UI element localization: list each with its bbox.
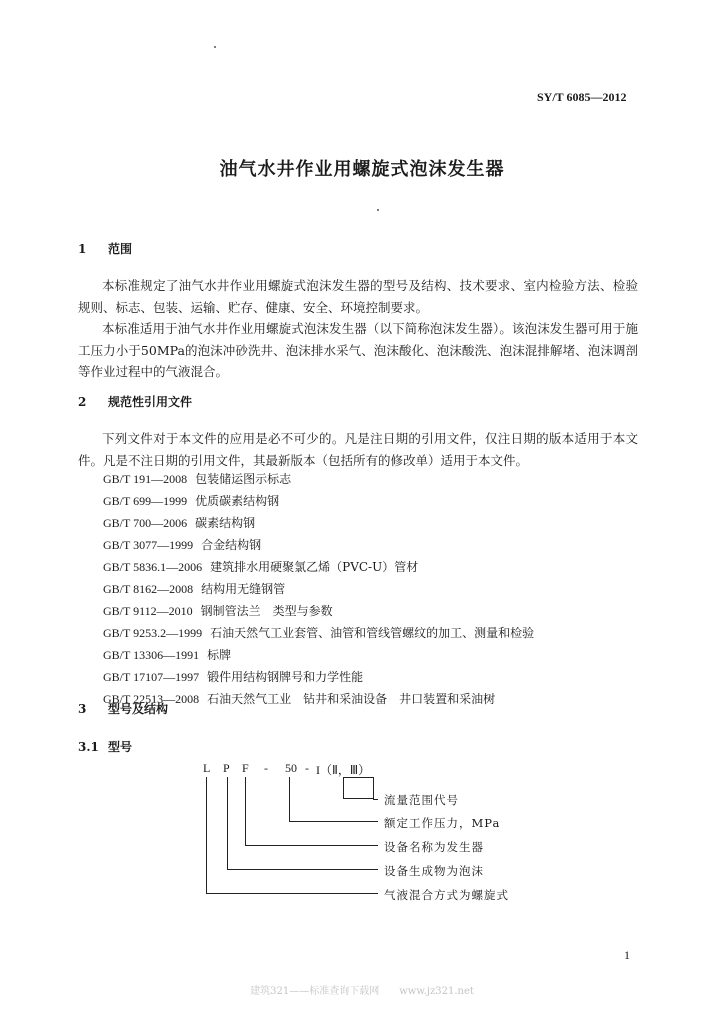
section-title: 规范性引用文件	[108, 395, 193, 409]
code-part-f: F	[242, 761, 249, 775]
reference-item	[103, 624, 534, 641]
reference-code: GB/T 17107—1997	[103, 670, 200, 684]
leader-line	[289, 777, 290, 821]
reference-name: 碳素结构钢	[195, 516, 256, 530]
code-label-flow-range: 流量范围代号	[384, 793, 459, 807]
reference-item	[103, 602, 333, 619]
leader-line	[245, 777, 246, 845]
bracket-line	[343, 798, 373, 799]
bracket-line	[343, 777, 374, 778]
reference-item	[103, 668, 363, 685]
reference-name: 锻件用结构钢牌号和力学性能	[207, 670, 364, 684]
reference-name: 钢制管法兰 类型与参数	[200, 604, 333, 618]
leader-line	[245, 845, 378, 846]
reference-name: 优质碳素结构钢	[195, 494, 280, 508]
leader-line	[206, 893, 378, 894]
code-part-p: P	[223, 761, 230, 775]
section-title: 型号及结构	[108, 702, 169, 716]
section-number: 3	[78, 702, 87, 716]
scan-speck	[377, 209, 379, 211]
section-1-heading	[78, 240, 132, 257]
code-label-foam: 设备生成物为泡沫	[384, 864, 484, 878]
standard-code: SY/T 6085—2012	[537, 90, 627, 104]
section-number: 1	[78, 242, 87, 256]
code-part-l: L	[203, 761, 211, 775]
document-title: 油气水井作业用螺旋式泡沫发生器	[219, 159, 505, 180]
reference-code: GB/T 699—1999	[103, 494, 188, 508]
section-title: 范围	[108, 242, 133, 256]
reference-code: GB/T 8162—2008	[103, 582, 194, 596]
reference-item	[103, 558, 418, 575]
reference-name: 标牌	[207, 648, 232, 662]
scan-speck	[214, 46, 216, 48]
code-part-dash: -	[264, 761, 268, 775]
reference-name: 结构用无缝钢管	[201, 582, 286, 596]
leader-line	[289, 821, 378, 822]
reference-code: GB/T 3077—1999	[103, 538, 194, 552]
reference-code: GB/T 13306—1991	[103, 648, 200, 662]
paragraph: 本标准适用于油气水井作业用螺旋式泡沫发生器（以下简称泡沫发生器）。该泡沫发生器可用于施工压力小于50MPa的泡沫冲砂洗井、泡沫排水采气、泡沫酸化、泡沫酸洗、泡沫混排解堵、泡沫调剖等作业过程中的气液混合。	[78, 321, 638, 379]
page-number: 1	[624, 948, 630, 962]
paragraph: 本标准规定了油气水井作业用螺旋式泡沫发生器的型号及结构、技术要求、室内检验方法、检验规则、标志、包装、运输、贮存、健康、安全、环境控制要求。	[78, 278, 638, 315]
code-part-dash: -	[305, 761, 309, 775]
bracket-line	[373, 777, 374, 799]
reference-code: GB/T 22513—2008	[103, 692, 200, 706]
leader-line	[227, 869, 378, 870]
reference-name: 合金结构钢	[201, 538, 262, 552]
reference-code: GB/T 9253.2—1999	[103, 626, 203, 640]
section-3-heading	[78, 700, 168, 717]
code-label-spiral: 气液混合方式为螺旋式	[384, 888, 509, 902]
reference-name: 石油天然气工业套管、油管和管线管螺纹的加工、测量和检验	[210, 626, 535, 640]
reference-name: 包装储运图示标志	[195, 472, 292, 486]
section-number: 2	[78, 395, 87, 409]
code-label-pressure: 额定工作压力，MPa	[384, 816, 501, 830]
section-1-body	[78, 275, 638, 383]
reference-name: 石油天然气工业 钻井和采油设备 井口装置和采油树	[207, 692, 496, 706]
section-title: 型号	[108, 740, 133, 754]
reference-item	[103, 470, 291, 487]
leader-line	[227, 777, 228, 869]
reference-item	[103, 492, 279, 509]
section-2-body	[78, 428, 638, 471]
reference-item	[103, 536, 261, 553]
reference-code: GB/T 5836.1—2006	[103, 560, 203, 574]
reference-item	[103, 514, 255, 531]
leader-line	[373, 799, 378, 800]
code-part-flow-range: I（Ⅱ，Ⅲ）	[316, 763, 371, 777]
bracket-line	[343, 777, 344, 799]
reference-code: GB/T 700—2006	[103, 516, 188, 530]
section-3-1-heading	[78, 738, 132, 755]
code-label-generator: 设备名称为发生器	[384, 840, 484, 854]
reference-item	[103, 580, 285, 597]
paragraph: 下列文件对于本文件的应用是必不可少的。凡是注日期的引用文件，仅注日期的版本适用于本文件。凡是不注日期的引用文件，其最新版本（包括所有的修改单）适用于本文件。	[78, 431, 638, 468]
section-number: 3.1	[78, 740, 99, 754]
reference-name: 建筑排水用硬聚氯乙烯（PVC-U）管材	[210, 560, 419, 574]
reference-code: GB/T 9112—2010	[103, 604, 193, 618]
reference-code: GB/T 191—2008	[103, 472, 188, 486]
leader-line	[206, 777, 207, 893]
reference-item	[103, 646, 231, 663]
watermark-footer: 建筑321——标准查询下载网 www.jz321.net	[250, 986, 474, 997]
code-part-pressure: 50	[285, 761, 297, 775]
section-2-heading	[78, 393, 192, 410]
